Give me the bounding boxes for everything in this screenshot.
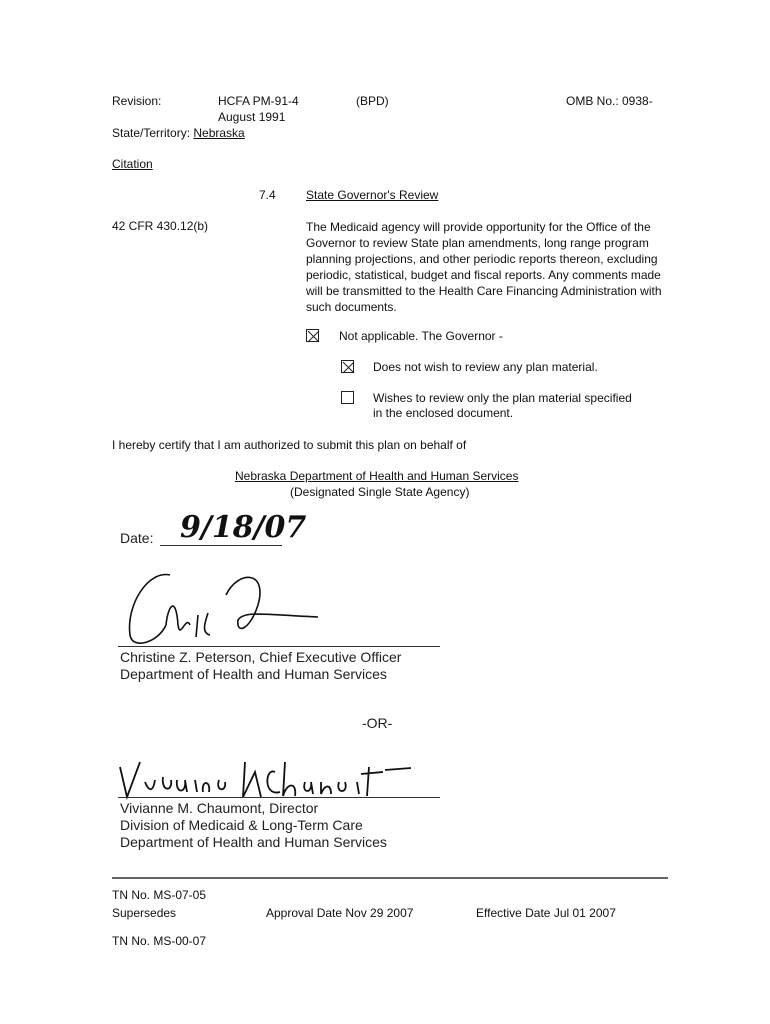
signature-line-2 xyxy=(118,797,440,798)
option-no-review-label: Does not wish to review any plan material. xyxy=(373,360,598,374)
state-value: Nebraska xyxy=(193,126,245,140)
signer2-division: Division of Medicaid & Long-Term Care xyxy=(120,817,363,833)
date-label: Date: xyxy=(120,530,154,546)
option-review-specified-label-2: in the enclosed document. xyxy=(373,406,514,420)
signer1-department: Department of Health and Human Services xyxy=(120,666,387,682)
checkbox-no-review[interactable] xyxy=(341,360,354,373)
signer2-department: Department of Health and Human Services xyxy=(120,834,387,850)
cfr-citation: 42 CFR 430.12(b) xyxy=(112,219,209,233)
section-body: The Medicaid agency will provide opportunity for the Office of the Governor to review State plan amendments, long range program planning projections, and other periodic reports thereon, excluding periodic, statistical, budget and fiscal reports. Any comments made will be transmitted to the Health Care Financing Administration with such documents. xyxy=(306,220,662,314)
tn-number: TN No. MS-07-05 xyxy=(112,888,207,902)
checkmark-x-icon xyxy=(307,330,320,343)
option-not-applicable-label: Not applicable. The Governor - xyxy=(339,329,503,343)
certify-statement: I hereby certify that I am authorized to submit this plan on behalf of xyxy=(112,438,467,452)
section-title: State Governor's Review xyxy=(306,188,439,202)
signature-vivianne-chaumont xyxy=(115,752,415,802)
omb-number: OMB No.: 0938- xyxy=(566,94,653,108)
signature-line-1 xyxy=(118,646,440,647)
tn-number-superseded: TN No. MS-00-07 xyxy=(112,934,207,948)
revision-label: Revision: xyxy=(112,94,162,108)
state-label: State/Territory: xyxy=(112,126,191,140)
checkbox-not-applicable[interactable] xyxy=(306,329,319,342)
approval-date: Approval Date Nov 29 2007 xyxy=(266,906,414,920)
agency-designation: (Designated Single State Agency) xyxy=(290,485,470,499)
checkmark-x-icon xyxy=(342,361,355,374)
signer1-name: Christine Z. Peterson, Chief Executive Officer xyxy=(120,649,402,665)
option-review-specified-label: Wishes to review only the plan material specified xyxy=(373,391,632,405)
date-line xyxy=(160,545,282,546)
signature-christine-peterson xyxy=(118,565,328,655)
agency-name: Nebraska Department of Health and Human Services xyxy=(235,469,519,483)
hcfa-number: HCFA PM-91-4 xyxy=(218,94,299,108)
supersedes-label: Supersedes xyxy=(112,906,177,920)
header-date: August 1991 xyxy=(218,110,286,124)
effective-date: Effective Date Jul 01 2007 xyxy=(476,906,616,920)
citation-heading: Citation xyxy=(112,157,153,171)
date-handwritten: 9/18/07 xyxy=(180,510,307,545)
signer2-name: Vivianne M. Chaumont, Director xyxy=(120,800,319,816)
footer-divider xyxy=(112,877,668,879)
bpd-label: (BPD) xyxy=(356,94,389,108)
or-separator: -OR- xyxy=(362,715,393,731)
state-territory xyxy=(112,126,245,140)
section-number: 7.4 xyxy=(259,188,276,202)
checkbox-review-specified[interactable] xyxy=(341,391,354,404)
